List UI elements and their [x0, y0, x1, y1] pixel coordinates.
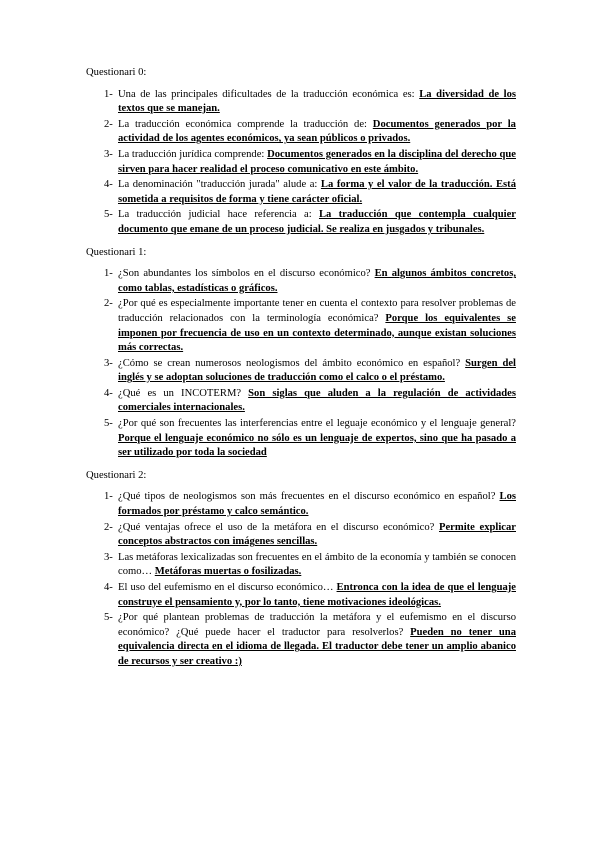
question-item	[86, 581, 516, 610]
item-number: 5-	[104, 418, 113, 430]
questionnaire-section	[86, 469, 516, 670]
question-item	[86, 148, 516, 177]
answer-text: Documentos generados en la disciplina del derecho que sirven para hacer realidad el proceso comunicativo en este ámbito.	[118, 148, 516, 175]
item-number: 4-	[104, 179, 113, 191]
question-text: ¿Por qué son frecuentes las interferencias entre el leguaje económico y el lenguaje general?	[118, 418, 516, 430]
item-number: 5-	[104, 209, 113, 221]
question-text: Las metáforas lexicalizadas son frecuentes en el ámbito de la economía y también se conocen como…	[118, 551, 516, 578]
answer-text: La forma y el valor de la traducción. Está sometida a requisitos de forma y tiene carácter oficial.	[118, 179, 516, 205]
answer-text: Documentos generados por la actividad de los agentes económicos, ya sean públicos o privados.	[118, 118, 516, 145]
question-text: ¿Por qué es especialmente importante tener en cuenta el contexto para resolver problemas de traducción relacionados con la terminología económica?	[118, 298, 516, 324]
question-text: ¿Son abundantes los símbolos en el discurso económico?	[118, 268, 375, 280]
answer-text: La traducción que contempla cualquier documento que emane de un proceso judicial. Se realiza en jusgados y tribunales.	[118, 209, 516, 235]
answer-text: Metáforas muertas o fosilizadas.	[154, 566, 302, 578]
question-item	[86, 417, 516, 461]
question-text: La denominación "traducción jurada" alude a:	[118, 179, 321, 191]
questionnaire-section	[86, 246, 516, 461]
question-item	[86, 88, 516, 117]
item-number: 3-	[104, 148, 113, 160]
item-number: 3-	[104, 357, 113, 369]
item-number: 1-	[104, 491, 113, 503]
question-item	[86, 490, 516, 519]
question-item	[86, 297, 516, 355]
item-number: 2-	[104, 298, 113, 310]
question-text: ¿Cómo se crean numerosos neologismos del ámbito económico en español?	[118, 357, 466, 369]
document-body	[86, 66, 516, 678]
item-number: 2-	[104, 118, 113, 130]
question-list	[86, 267, 516, 461]
item-number: 1-	[104, 88, 113, 100]
item-number: 5-	[104, 612, 113, 624]
question-item	[86, 357, 516, 386]
answer-text: Porque el lenguaje económico no sólo es un lenguaje de expertos, sino que ha pasado a ser utilizado por toda la sociedad	[118, 432, 516, 459]
question-item	[86, 521, 516, 550]
item-number: 1-	[104, 268, 113, 280]
answer-text: Permite explicar conceptos abstractos con imágenes sencillas.	[118, 521, 516, 548]
question-item	[86, 611, 516, 669]
answer-text: Los formados por préstamo y calco semántico.	[118, 491, 516, 518]
answer-text: Entronca con la idea de que el lenguaje construye el pensamiento y, por lo tanto, tiene motivaciones ideológicas.	[118, 582, 516, 608]
question-text: ¿Por qué plantean problemas de traducción la metáfora y el eufemismo en el discurso económico? ¿Qué puede hacer el traductor para resolverlos?	[118, 612, 516, 638]
item-number: 3-	[104, 551, 113, 563]
section-title: Questionari 0:	[86, 67, 147, 78]
question-item	[86, 551, 516, 580]
question-text: ¿Qué es un INCOTERM?	[118, 387, 249, 399]
question-item	[86, 178, 516, 207]
question-item	[86, 208, 516, 237]
answer-text: La diversidad de los textos que se manejan.	[118, 88, 516, 115]
answer-text: Pueden no tener una equivalencia directa en el idioma de llegada. El traductor debe tener un amplio abanico de recursos y ser creativo :)	[118, 626, 516, 667]
question-text: ¿Qué ventajas ofrece el uso de la metáfora en el discurso económico?	[118, 521, 439, 533]
question-list	[86, 88, 516, 238]
question-item	[86, 118, 516, 147]
question-text: La traducción jurídica comprende:	[118, 148, 268, 160]
questionnaire-section	[86, 66, 516, 238]
question-text: ¿Qué tipos de neologismos son más frecuentes en el discurso económico en español?	[118, 491, 500, 503]
question-text: La traducción económica comprende la traducción de:	[118, 118, 373, 130]
answer-text: Surgen del inglés y se adoptan soluciones de traducción como el calco o el préstamo.	[118, 357, 516, 384]
answer-text: En algunos ámbitos concretos, como tablas, estadísticas o gráficos.	[118, 268, 516, 294]
question-item	[86, 387, 516, 416]
question-text: El uso del eufemismo en el discurso económico…	[118, 582, 337, 593]
question-item	[86, 267, 516, 296]
answer-text: Porque los equivalentes se imponen por frecuencia de uso en un contexto determinado, aunque existan soluciones más correctas.	[118, 312, 516, 354]
item-number: 4-	[104, 387, 113, 399]
item-number: 2-	[104, 521, 113, 533]
question-text: La traducción judicial hace referencia a:	[118, 209, 319, 221]
answer-text: Son siglas que aluden a la regulación de actividades comerciales internacionales.	[118, 387, 516, 414]
question-list	[86, 490, 516, 669]
item-number: 4-	[104, 582, 113, 593]
section-title: Questionari 2:	[86, 469, 147, 481]
question-text: Una de las principales dificultades de la traducción económica es:	[118, 88, 420, 100]
section-title: Questionari 1:	[86, 246, 147, 258]
